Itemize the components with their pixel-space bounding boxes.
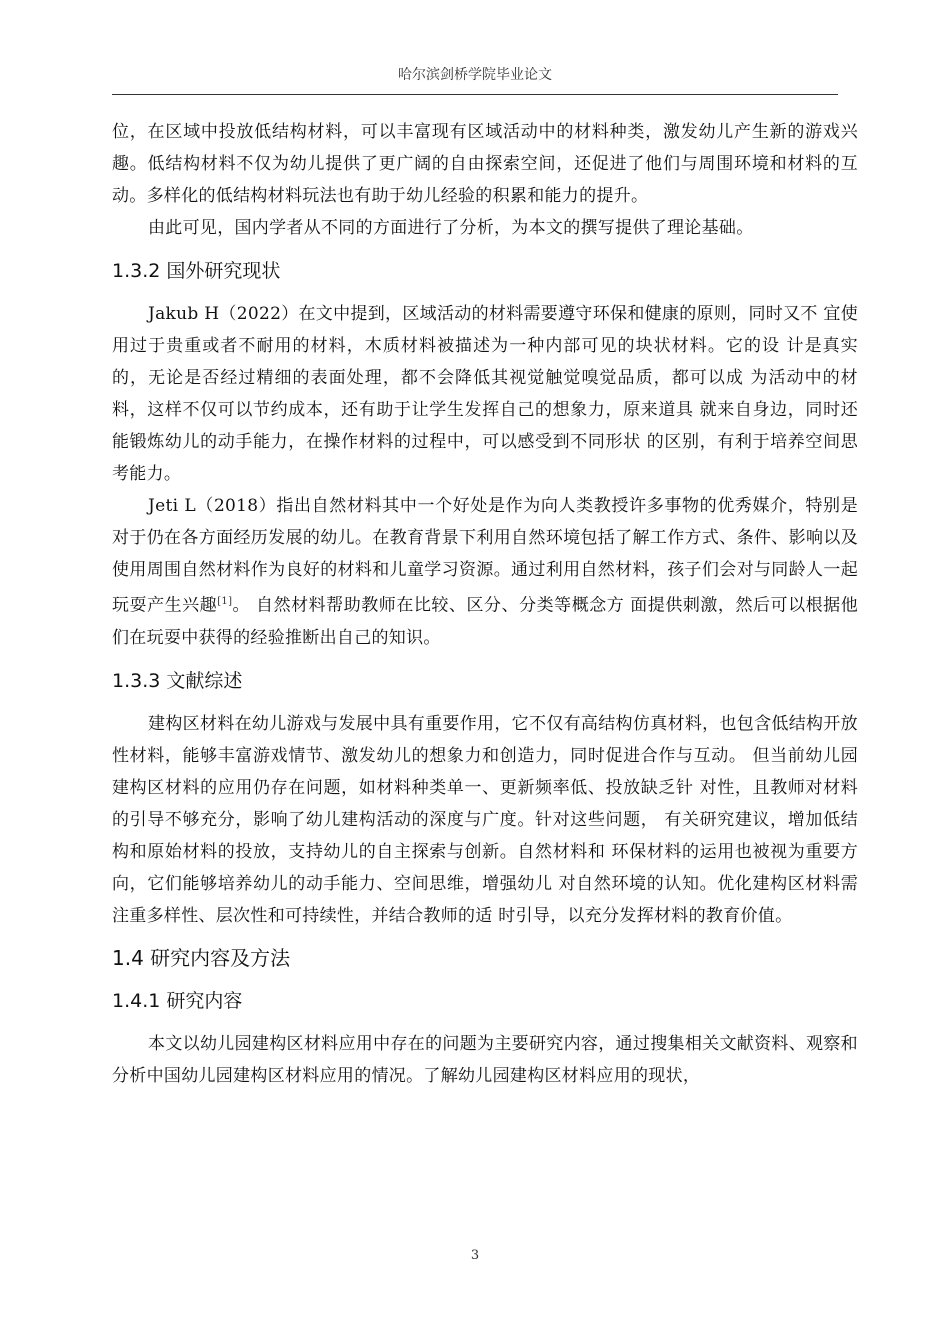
- paragraph: [112, 490, 858, 654]
- chapter-heading: 1.4 研究内容及方法: [112, 945, 291, 970]
- paragraph: 位，在区域中投放低结构材料，可以丰富现有区域活动中的材料种类，激发幼儿产生新的游戏兴趣。低结构材料不仅为幼儿提供了更广阔的自由探索空间，还促进了他们与周围环境和材料的互动。多样化的低结构材料玩法也有助于幼儿经验的积累和能力的提升。: [112, 122, 858, 206]
- paragraph: 本文以幼儿园建构区材料应用中存在的问题为主要研究内容，通过搜集相关文献资料、观察和分析中国幼儿园建构区材料应用的情况。了解幼儿园建构区材料应用的现状，: [112, 1033, 858, 1086]
- citation-marker: [1]: [217, 596, 233, 607]
- page-body: [112, 116, 858, 1092]
- page-number: 3: [470, 1248, 480, 1263]
- paragraph: 建构区材料在幼儿游戏与发展中具有重要作用，它不仅有高结构仿真材料，也包含低结构开放性材料，能够丰富游戏情节、激发幼儿的想象力和创造力，同时促进合作与互动。 但当前幼儿园建构区材料的应用仍存在问题，如材料种类单一、更新频率低、投放缺乏针 对性，且教师对材料的引导不够充分，影响了幼儿建构活动的深度与广度。针对这些问题， 有关研究建议，增加低结构和原始材料的投放，支持幼儿的自主探索与创新。自然材料和 环保材料的运用也被视为重要方向，它们能够培养幼儿的动手能力、空间思维，增强幼儿 对自然环境的认知。优化建构区材料需注重多样性、层次性和可持续性，并结合教师的适 时引导，以充分发挥材料的教育价值。: [112, 713, 858, 926]
- page-header: 哈尔滨剑桥学院毕业论文: [112, 64, 838, 95]
- section-heading: 1.4.1 研究内容: [112, 989, 243, 1012]
- paragraph: 由此可见，国内学者从不同的方面进行了分析，为本文的撰写提供了理论基础。: [148, 218, 754, 238]
- section-heading: 1.3.3 文献综述: [112, 669, 243, 692]
- paragraph-text: 。 自然材料帮助教师在比较、区分、分类等概念方 面提供刺激，然后可以根据他们在玩耍中获得的经验推断出自己的知识。: [112, 595, 858, 648]
- paragraph-text: Jeti L（2018）指出自然材料其中一个好处是作为向人类教授许多事物的优秀媒介，特别是对于仍在各方面经历发展的幼儿。在教育背景下利用自然环境包括了解工作方式、条件、影响以及使用周围自然材料作为良好的材料和儿童学习资源。通过利用自然材料，孩子们会对与同龄人一起玩耍产生兴趣: [112, 496, 858, 616]
- paragraph: Jakub H（2022）在文中提到，区域活动的材料需要遵守环保和健康的原则，同时又不 宜使用过于贵重或者不耐用的材料，木质材料被描述为一种内部可见的块状材料。它的设 计是真实的，无论是否经过精细的表面处理，都不会降低其视觉触觉嗅觉品质，都可以成 为活动中的材料，这样不仅可以节约成本，还有助于让学生发挥自己的想象力，原来道具 就来自身边，同时还能锻炼幼儿的动手能力，在操作材料的过程中，可以感受到不同形状 的区别，有利于培养空间思考能力。: [112, 304, 858, 484]
- section-heading: 1.3.2 国外研究现状: [112, 260, 281, 282]
